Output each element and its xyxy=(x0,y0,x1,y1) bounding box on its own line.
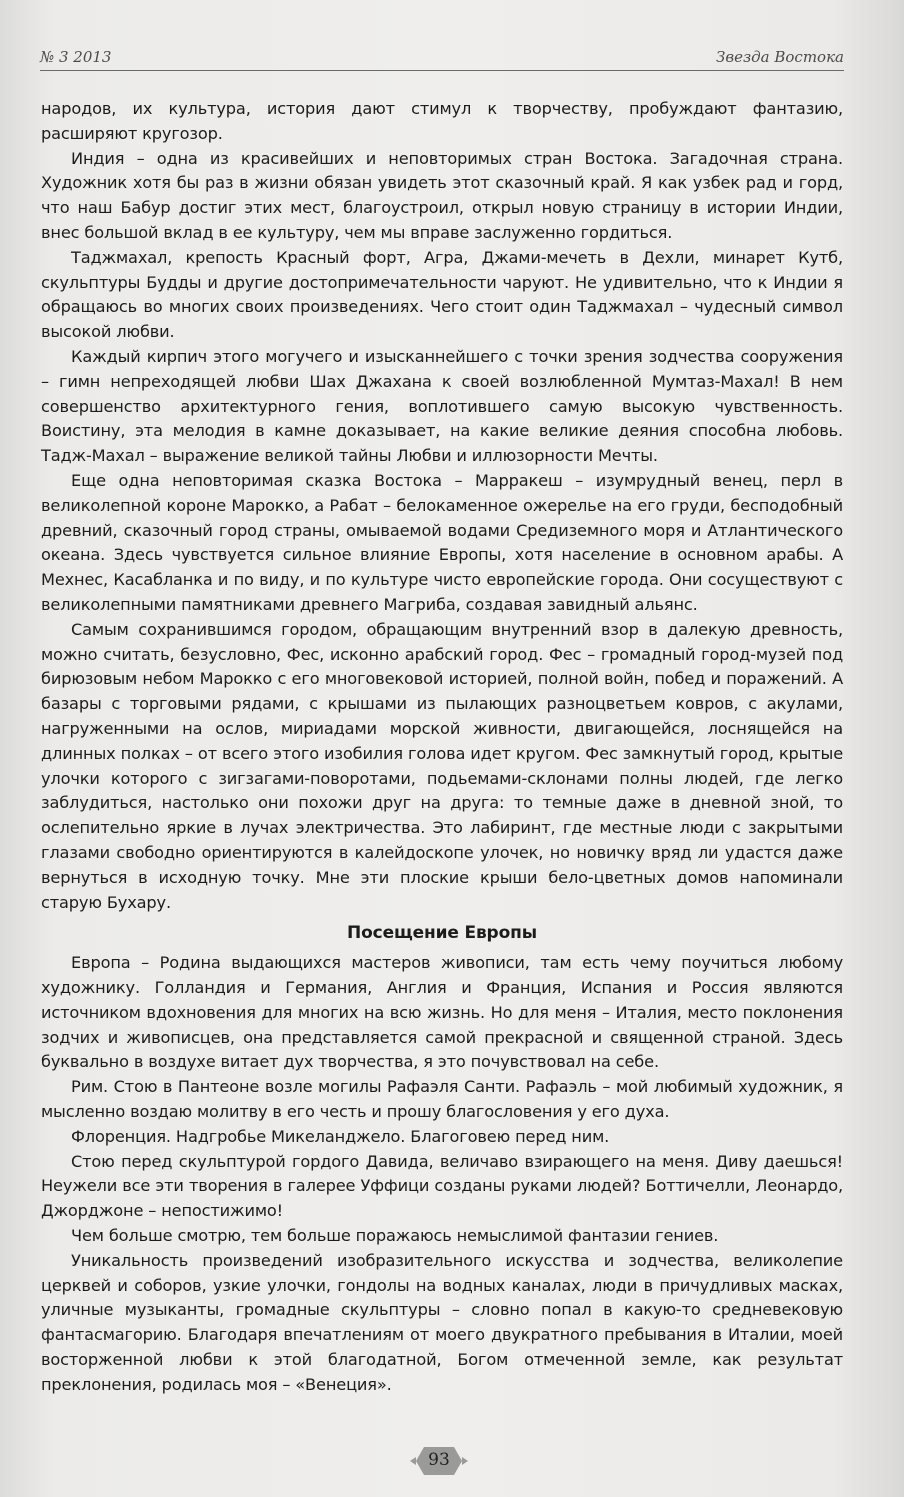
paragraph: Индия – одна из красивейших и неповторимых стран Востока. Загадочная страна. Художник хотя бы раз в жизни обязан увидеть этот сказочный край. Я как узбек рад и горд, что наш Бабур достиг этих мест, благоустроил, открыл новую страницу в истории Индии, внес большой вклад в ее культуру, чем мы вправе заслуженно гордиться. xyxy=(41,148,843,242)
article-body xyxy=(41,97,843,1398)
paragraph: Самым сохранившимся городом, обращающим внутренний взор в далекую древность, можно считать, безусловно, Фес, исконно арабский город. Фес – громадный город-музей под бирюзовым небом Марокко с его многовековой историей, полной войн, побед и поражений. А базары с торговыми рядами, с крышами из пылающих разноцветьем ковров, с акулами, нагруженными на ослов, мириадами морской живности, двигающейся, лоснящейся на длинных полках – от всего этого изобилия голова идет кругом. Фес замкнутый город, крытые улочки которого с зигзагами-поворотами, подьемами-склонами полны людей, где легко заблудиться, настолько они похожи друг на друга: то темные даже в дневной зной, то ослепительно яркие в лучах электричества. Это лабиринт, где местные люди с закрытыми глазами свободно ориентируются в калейдоскопе улочек, но новичку вряд ли удастся даже вернуться в исходную точку. Мне эти плоские крыши бело-цветных домов напоминали старую Бухару. xyxy=(41,619,843,912)
paragraph: Таджмахал, крепость Красный форт, Агра, Джами-мечеть в Дехли, минарет Кутб, скульптуры Будды и другие достопримечательности чаруют. Не удивительно, что к Индии я обращаюсь во многих своих произведениях. Чего стоит один Таджмахал – чудесный символ высокой любви. xyxy=(41,247,843,342)
paragraph: Каждый кирпич этого могучего и изысканнейшего с точки зрения зодчества сооружения – гимн непреходящей любви Шах Джахана к своей возлюбленной Мумтаз-Махал! В нем совершенство архитектурного гения, воплотившего самую высокую чувственность. Воистину, эта мелодия в камне доказывает, на какие великие деяния способна любовь. Тадж-Махал – выражение великой тайны Любви и иллюзорности Мечты. xyxy=(41,346,843,466)
paragraph: Рим. Стою в Пантеоне возле могилы Рафаэля Санти. Рафаэль – мой любимый художник, я мысленно воздаю молитву в его честь и прошу благословения у его духа. xyxy=(41,1077,843,1122)
paragraph: Флоренция. Надгробье Микеланджело. Благоговею перед ним. xyxy=(71,1126,610,1146)
paragraph: народов, их культура, история дают стимул к творчеству, пробуждают фантазию, расширяют кругозор. xyxy=(41,99,843,143)
running-header xyxy=(40,44,844,71)
page-number-badge xyxy=(410,1444,468,1478)
page-number: 93 xyxy=(428,1450,450,1470)
paragraph: Стою перед скульптурой гордого Давида, величаво взирающего на меня. Диву даешься! Неужели все эти творения в галерее Уффици созданы руками людей? Боттичелли, Леонардо, Джорджоне – непостижимо! xyxy=(41,1151,843,1221)
paragraph: Европа – Родина выдающихся мастеров живописи, там есть чему поучиться любому художнику. Голландия и Германия, Англия и Франция, Испания и Россия являются источником вдохновения для многих на всю жизнь. Но для меня – Италия, место поклонения зодчих и живописцев, она представляется самой прекрасной и священной страной. Здесь буквально в воздухе витает дух творчества, я это почувствовал на себе. xyxy=(41,953,843,1072)
paragraph: Уникальность произведений изобразительного искусства и зодчества, великолепие церквей и соборов, узкие улочки, гондолы на водных каналах, люди в причудливых масках, уличные музыканты, громадные скульптуры – словно попал в какую-то средневековую фантасмагорию. Благодаря впечатлениям от моего двукратного пребывания в Италии, моей восторженной любви к этой благодатной, Богом отмеченной земле, как результат преклонения, родилась моя – «Венеция». xyxy=(41,1250,843,1394)
section-heading: Посещение Европы xyxy=(347,923,537,944)
paragraph: Еще одна неповторимая сказка Востока – Марракеш – изумрудный венец, перл в великолепной короне Марокко, а Рабат – белокаменное ожерелье на его груди, бесподобный древний, сказочный город страны, омываемой водами Средиземного моря и Атлантического океана. Здесь чувствуется сильное влияние Европы, хотя население в основном арабы. А Мехнес, Касабланка и по виду, и по культуре чисто европейские города. Они сосуществуют с великолепными памятниками древнего Магриба, создавая завидный альянс. xyxy=(41,470,843,614)
paragraph: Чем больше смотрю, тем больше поражаюсь немыслимой фантазии гениев. xyxy=(71,1226,719,1246)
issue-number: № 3 2013 xyxy=(40,48,112,66)
journal-title: Звезда Востока xyxy=(716,48,844,66)
